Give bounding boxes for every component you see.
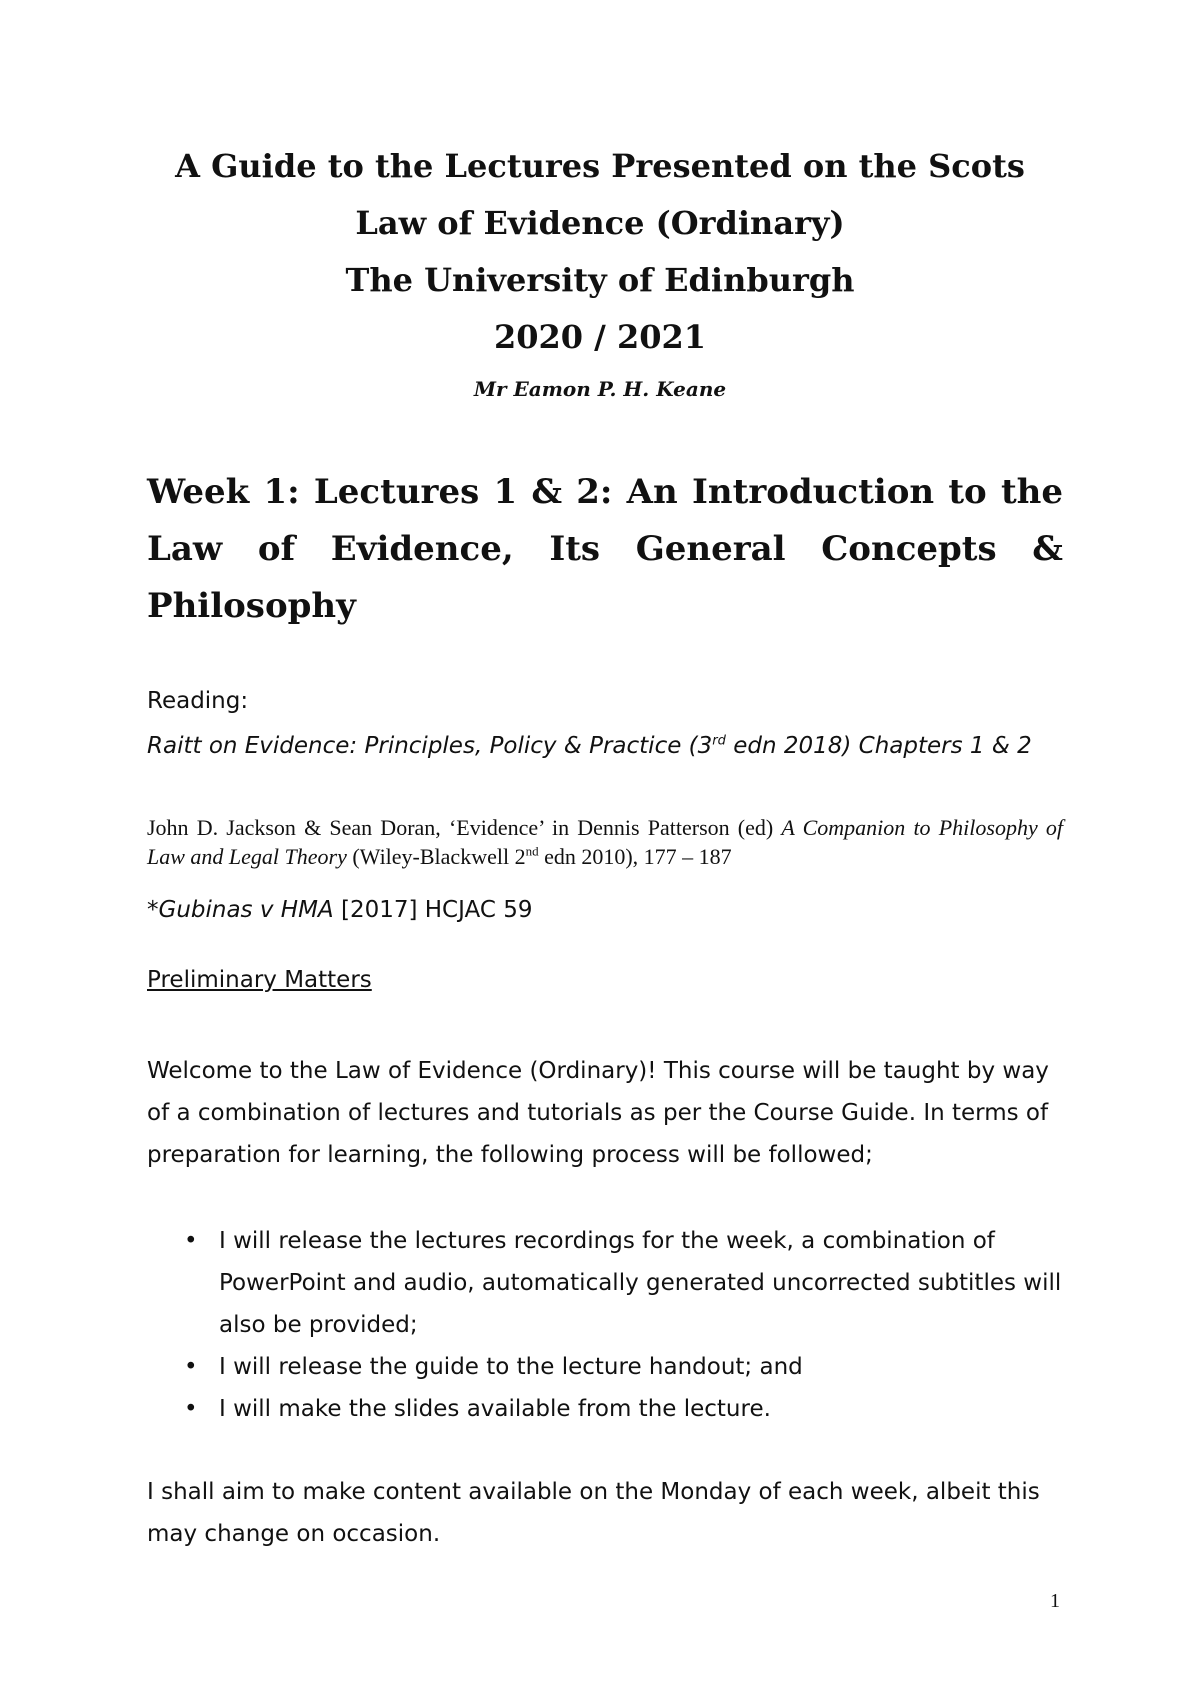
title-line-2: Law of Evidence (Ordinary) xyxy=(355,204,845,242)
case-name: Gubinas v HMA xyxy=(158,897,334,923)
raitt-superscript: rd xyxy=(712,733,726,749)
content-availability-paragraph: I shall aim to make content available on the Monday of each week, albeit this may change on occasion. xyxy=(147,1479,1040,1547)
raitt-text-b: edn 2018) Chapters 1 & 2 xyxy=(725,733,1032,759)
jackson-superscript: nd xyxy=(525,843,539,859)
bullet-icon: • xyxy=(184,1396,198,1422)
reading-raitt xyxy=(147,726,1063,767)
bullet-icon: • xyxy=(184,1228,198,1254)
title-line-3: The University of Edinburgh xyxy=(345,261,855,299)
list-item-text: I will make the slides available from the lecture. xyxy=(219,1396,771,1422)
list-item-text: I will release the guide to the lecture handout; and xyxy=(219,1354,803,1380)
reading-case xyxy=(147,897,532,923)
title-line-4: 2020 / 2021 xyxy=(493,318,707,356)
raitt-text-a: Raitt on Evidence: Principles, Policy & Practice (3 xyxy=(147,733,713,759)
list-item xyxy=(184,1388,1064,1430)
title-block xyxy=(0,138,1200,401)
case-star: * xyxy=(147,897,159,923)
preliminary-heading: Preliminary Matters xyxy=(147,967,372,993)
week-heading: Week 1: Lectures 1 & 2: An Introduction to the Law of Evidence, Its General Concepts & Philosophy xyxy=(147,472,1063,626)
welcome-paragraph: Welcome to the Law of Evidence (Ordinary)! This course will be taught by way of a combination of lectures and tutorials as per the Course Guide. In terms of preparation for learning, the following process will be followed; xyxy=(147,1058,1049,1168)
jackson-text-a: John D. Jackson & Sean Doran, ‘Evidence’ in Dennis Patterson (ed) xyxy=(147,815,782,840)
page-number: 1 xyxy=(1050,1590,1060,1612)
process-list xyxy=(184,1220,1064,1430)
case-citation: [2017] HCJAC 59 xyxy=(333,897,533,923)
list-item xyxy=(184,1220,1064,1346)
reading-label: Reading: xyxy=(147,688,249,714)
list-item xyxy=(184,1346,1064,1388)
jackson-text-c: edn 2010), 177 – 187 xyxy=(538,844,732,869)
jackson-text-b: (Wiley-Blackwell 2 xyxy=(346,844,526,869)
title-line-1: A Guide to the Lectures Presented on the Scots xyxy=(175,147,1025,185)
bullet-icon: • xyxy=(184,1354,198,1380)
reading-jackson xyxy=(147,813,1063,871)
author-name: Mr Eamon P. H. Keane xyxy=(473,377,727,401)
list-item-text: I will release the lectures recordings for the week, a combination of PowerPoint and audio, automatically generated uncorrected subtitles will also be provided; xyxy=(219,1228,1062,1338)
jackson-book-title: A Companion to Philosophy of Law and Legal Theory xyxy=(147,815,1063,869)
